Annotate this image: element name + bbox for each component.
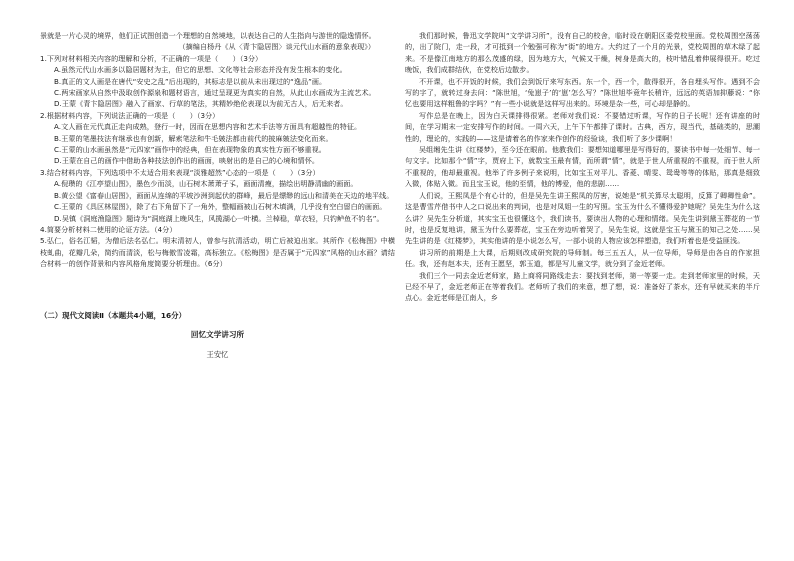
article-paragraph: 我们三个一同去金近老师家，路上商将同路线走去：要找到老师，第一等要一走。走到老师家里的时候，天已经不早了，金近老师正在等着我们。老师听了我们的来意，想了想，说：准备好了茶水，还有早就买来的半斤点心。金近老师是江南人，乡 [405,270,760,303]
question-2-option-a: A.文人画在元代真正走向成熟，登行一时，因而在思想内容和艺术手法等方面具有超越性的特征。 [54,122,362,132]
question-2-option-d: D.王蒙在自己的画作中借助各种技法创作出的画面，映射出的是自己的心境和情怀。 [54,156,319,166]
article-paragraph: 吴组缃先生讲《红楼梦》，至今还在眼前。他教我们：要想知道哪里是写得好的，要读书中每一处细节、每一句文字。比如那个“情”字，贾府上下，就数宝玉最有情，而所谓“情”，就是于世人所重视的不重视，而于世人所不重视的，他却最重视。他举了许多例子来说明，比如宝玉对平儿、香菱、晴雯、鸳鸯等等的体贴，那真是细致入微，体贴入微。而且宝玉说，他的至情，他的博爱，他的悲剧…… [405,145,760,189]
section-2-heading: （二）现代文阅读Ⅱ（本题共4小题，16分） [40,310,186,320]
question-2-option-c: C.王蒙的山水画虽然是“元四家”画作中的经典，但在表现物象的真实性方面不够重视。 [54,145,326,155]
question-3-option-d: D.吴镇《洞庭渔隐图》题诗为“洞庭湖上晚风生，风揽湖心一叶横。兰棹稳，草衣轻，只钓鲈鱼不钓名”。 [54,213,384,223]
question-3-option-b: B.黄公望《富春山居图》，画面从连绵的平坡沙洲到起伏的群峰，最后是缥缈的远山和清美在天边的地平线。 [54,190,394,200]
question-2-option-b: B.王蒙的笔墨技法有继承也有创新，解索笔法和牛毛皴法都由前代的披麻皴法变化而来。 [54,133,333,143]
question-1-option-b: B.真正的文人画是在唐代“安史之乱”后出现的，其标志是以前从未出现过的“逸品”画。 [54,76,327,86]
article-paragraph: 人们说，王熙凤是个有心计的，但是吴先生讲王熙凤的厉害，说她是“机关算尽太聪明，反算了卿卿性命”。这是曹雪芹借书中人之口说出来的判词，也是对凤姐一生的写照。宝玉为什么不懂得爱护她呢？吴先生为什么这么讲？吴先生分析道，其实宝玉也很懂这个，我们读书，要读出人物的心理和情绪。吴先生讲到黛玉葬花的一节时，也是反复地讲，黛玉为什么要葬花，宝玉在旁边听着哭了，吴先生说，这就是宝玉与黛玉的知己之处……吴先生讲的是《红楼梦》，其实他讲的是小说怎么写，一部小说的人物应该怎样塑造，我们听着也是受益匪浅。 [405,190,760,246]
article-author: 王安忆 [206,349,229,359]
intro-paragraph: 景就是一片心灵的境界，他们正试图创造一个理想的自然境地，以表达自己的人生指向与游世的隐逸情怀。 [40,31,376,40]
question-5: 5.弘仁，俗名江韬，为僧后法名弘仁。明末清初人，曾参与抗清活动，明亡后被迫出家。其所作《松梅图》中横枝虬曲，花瓣几朵，简约而清淡，松与梅傲雪凌霜，高标独立。《松梅图》是否属于“元四家”风格的山水画？请结合材料一的创作背景和内容风格角度简要分析理由。（6分） [40,236,395,269]
question-3-stem: 3.结合材料内容，下列选项中不太适合用来表现“淡雅超然”心态的一项是（ ）（3分） [40,167,320,177]
article-paragraph: 我们那时候，鲁迅文学院叫“文学讲习所”，没有自己的校舍，临时设在朝阳区委党校里面。党校周围空荡荡的，出了院门，走一段，才可抵到一个勉强可称为“街”的地方。大约过了一个月的光景，党校周围的草木绿了起来。不是像江南地方的那么茂盛的绿，因为地方大，气候又干燥，树身是高大的，枝叶错乱着伸展得很开。吃过晚饭，我们成群结伙，在党校后边散步。 [405,31,760,75]
answer-space [40,270,395,304]
right-column [405,30,760,304]
question-3-option-c: C.王蒙的《具区林屋图》，除了右下角留下了一角外，整幅画被山石树木填满，几乎没有空白留白的画面。 [54,202,387,212]
source-citation: （摘编自杨丹《从〈青卞隐居图〉谈元代山水画的意象表现》） [178,42,375,52]
article-paragraph: 不开课，也不开饭的时候，我们会到饭厅来写东西。东一个，西一个，散得很开，各自埋头写作。遇到不会写的字了，就转过身去问：“陈世旭，‘兔崽子’的‘崽’怎么写？”陈世旭毕竟年长稍许，远远的英语加抑藤说：“你忆也要用这样粗鲁的字吗？”有一些小说就是这样写出来的。环境是杂一些，可心却是静的。 [405,76,760,109]
question-3-option-a: A.倪瓒的《江亭望山图》，墨色少而淡，山石树木萧萧孑孓，画面清瘦，描绘出明静清幽的画面。 [54,179,358,189]
article-title: 回忆文学讲习所 [190,330,245,340]
article-paragraph: 写作总是在晚上，因为白天课排得很紧。老师对我们说：不要错过听课，写作的日子长呢！还有讲座的时间，在学习期末一定安排写作的时间。一周六天，上午下午都排了课时。古典，西方，现当代，基础类的，思潮性的，理论的，实践的——这是请着名的作家来作创作的经验谈，我们听了多少课啊！ [405,110,760,143]
question-1-option-a: A.虽然元代山水画多以隐居题材为主，但它的思想、文化等社会形态并没有发生根本的变化。 [54,65,347,75]
left-column [40,30,395,368]
article-paragraph: 讲习所的前期是上大课，后期则改成研究院的导师制。每三五五人，从一位导师，导师是由各自的作家担任。我，还有赵本夫，还有王愿坚，郭玉道，都是写儿童文学，就分到了金近老师。 [405,247,760,269]
question-1-option-c: C.两宋画家从自然中汲取创作源泉和题材语言，通过呈现更为真实的自然，从此山水画成为主流艺术。 [54,88,376,98]
question-1-stem: 1.下列对材料相关内容的理解和分析，不正确的一项是（ ）（3分） [40,53,263,63]
question-1-option-d: D.王蒙《青卞隐居图》融入了画家、行草的笔法，其精妙绝伦表现以为前无古人，后无来者。 [54,99,348,109]
question-2-stem: 2.根据材料内容，下列说法正确的一项是（ ）（3分） [40,110,220,120]
question-4: 4.简要分析材料二使用的论证方法。（4分） [40,224,177,234]
